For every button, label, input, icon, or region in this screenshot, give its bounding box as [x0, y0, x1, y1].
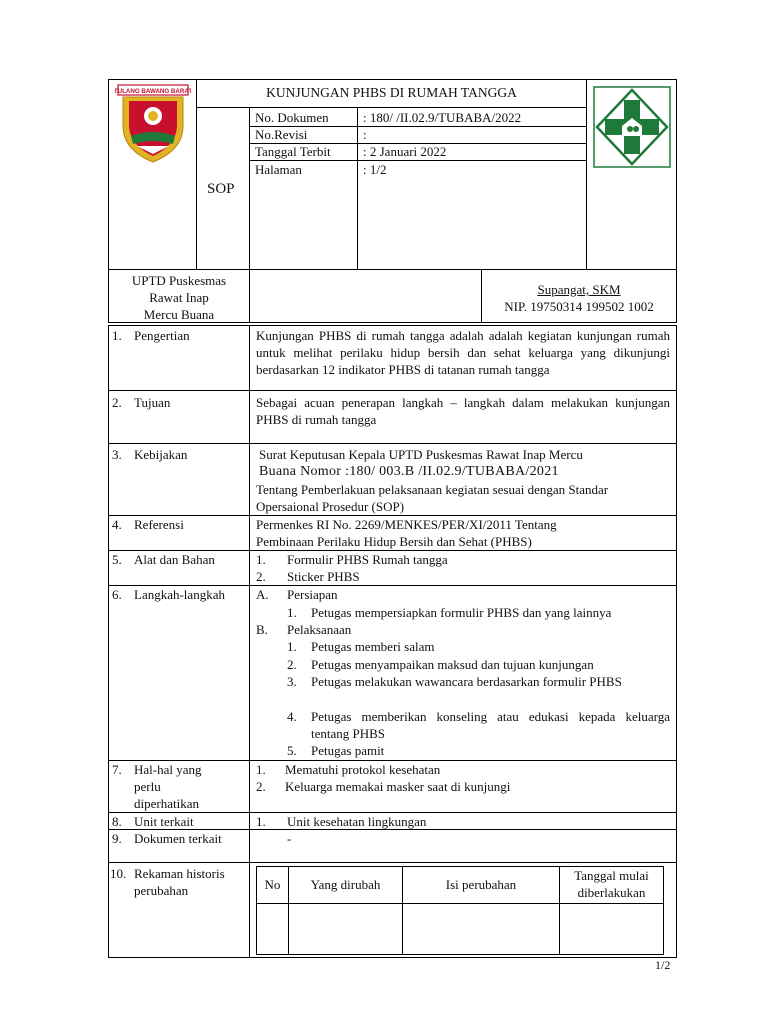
sop-label: SOP — [207, 181, 235, 197]
row-7-number: 7. — [112, 762, 122, 777]
field-label-no-revisi: No.Revisi — [255, 127, 308, 142]
regency-crest-logo — [115, 84, 191, 164]
field-label-halaman: Halaman — [255, 162, 302, 177]
field-value-no-revisi: : — [363, 127, 367, 142]
signer-nip: NIP. 19750314 199502 1002 — [504, 299, 654, 314]
section-a-letter: A. — [256, 587, 269, 602]
section-b-step-3-text: Petugas melakukan wawancara berdasarkan formulir PHBS — [311, 674, 622, 689]
field-value-no-dokumen: : 180/ /II.02.9/TUBABA/2022 — [363, 110, 522, 125]
org-line-2: Rawat Inap — [149, 290, 209, 305]
row-3-number: 3. — [112, 447, 122, 462]
signer-name: Supangat, SKM — [537, 282, 621, 297]
row-7-label-line-2: perlu — [134, 779, 161, 794]
row-4-label: Referensi — [134, 517, 184, 532]
row-5-number: 5. — [112, 552, 122, 567]
history-header-no: No — [264, 877, 281, 892]
history-header-yang-dirubah: Yang dirubah — [310, 877, 381, 892]
section-b-step-3-number: 3. — [287, 674, 297, 689]
row-7-item-2-number: 2. — [256, 779, 266, 794]
row-7-item-1-text: Mematuhi protokol kesehatan — [285, 762, 441, 777]
section-b-step-1-number: 1. — [287, 639, 297, 654]
row-3-line-4: Opersaional Prosedur (SOP) — [256, 499, 405, 514]
field-label-no-dokumen: No. Dokumen — [255, 110, 329, 125]
row-4-number: 4. — [112, 517, 122, 532]
row-3-label: Kebijakan — [134, 447, 188, 462]
section-b-step-4-text: Petugas memberikan konseling atau edukasi kepada keluarga tentang PHBS — [311, 709, 670, 741]
row-10-label-line-1: Rekaman historis — [134, 866, 225, 881]
row-3-line-1: Surat Keputusan Kepala UPTD Puskesmas Rawat Inap Mercu — [259, 447, 583, 462]
section-b-step-5-number: 5. — [287, 743, 297, 758]
row-8-number: 8. — [112, 814, 122, 829]
row-3-line-2: Buana Nomor :180/ 003.B /II.02.9/TUBABA/2021 — [259, 464, 559, 479]
crest-logo-text: TULANG BAWANG BARAT — [115, 88, 191, 95]
row-10-label-line-2: perubahan — [134, 883, 189, 898]
row-5-item-1-text: Formulir PHBS Rumah tangga — [287, 552, 448, 567]
section-b-letter: B. — [256, 622, 268, 637]
field-value-halaman: : 1/2 — [363, 162, 387, 177]
field-value-tanggal-terbit: : 2 Januari 2022 — [363, 144, 447, 159]
row-7-item-1-number: 1. — [256, 762, 266, 777]
history-header-isi-perubahan: Isi perubahan — [445, 877, 517, 892]
row-4-line-2: Pembinaan Perilaku Hidup Bersih dan Sehat (PHBS) — [256, 534, 532, 549]
row-2-label: Tujuan — [134, 395, 171, 410]
row-1-number: 1. — [112, 328, 122, 343]
row-7-label-line-1: Hal-hal yang — [134, 762, 202, 777]
row-9-label: Dokumen terkait — [134, 831, 222, 846]
field-label-tanggal-terbit: Tanggal Terbit — [255, 144, 331, 159]
puskesmas-logo — [593, 86, 671, 168]
row-2-number: 2. — [112, 395, 122, 410]
row-6-number: 6. — [112, 587, 122, 602]
document-title: KUNJUNGAN PHBS DI RUMAH TANGGA — [266, 85, 517, 100]
row-9-number: 9. — [112, 831, 122, 846]
org-line-1: UPTD Puskesmas — [131, 273, 227, 288]
row-5-item-2-text: Sticker PHBS — [287, 569, 360, 584]
row-7-item-2-text: Keluarga memakai masker saat di kunjungi — [285, 779, 511, 794]
section-b-step-4-number: 4. — [287, 709, 297, 724]
section-b-step-5-text: Petugas pamit — [311, 743, 385, 758]
row-2-text: Sebagai acuan penerapan langkah – langkah dalam melakukan kunjungan PHBS di rumah tangga — [256, 395, 670, 427]
row-5-item-1-number: 1. — [256, 552, 266, 567]
row-10-number: 10. — [110, 866, 127, 881]
section-a-step-1-number: 1. — [287, 605, 297, 620]
section-b-title: Pelaksanaan — [287, 622, 352, 637]
history-header-tanggal: Tanggal mulai diberlakukan — [574, 868, 649, 900]
row-8-label: Unit terkait — [134, 814, 194, 829]
row-6-label: Langkah-langkah — [134, 587, 225, 602]
row-9-text: - — [287, 831, 292, 846]
row-5-item-2-number: 2. — [256, 569, 266, 584]
row-3-line-3: Tentang Pemberlakuan pelaksanaan kegiatan sesuai dengan Standar — [256, 482, 609, 497]
row-8-item-1-number: 1. — [256, 814, 266, 829]
section-b-step-2-text: Petugas menyampaikan maksud dan tujuan kunjungan — [311, 657, 594, 672]
section-b-step-1-text: Petugas memberi salam — [311, 639, 435, 654]
row-1-label: Pengertian — [134, 328, 190, 343]
row-5-label: Alat dan Bahan — [134, 552, 215, 567]
section-a-step-1-text: Petugas mempersiapkan formulir PHBS dan yang lainnya — [311, 605, 612, 620]
section-b-step-2-number: 2. — [287, 657, 297, 672]
org-line-3: Mercu Buana — [143, 307, 215, 322]
row-7-label-line-3: diperhatikan — [134, 796, 199, 811]
row-4-line-1: Permenkes RI No. 2269/MENKES/PER/XI/2011 Tentang — [256, 517, 557, 532]
row-8-item-1-text: Unit kesehatan lingkungan — [287, 814, 427, 829]
section-a-title: Persiapan — [287, 587, 338, 602]
page-number: 1/2 — [655, 958, 671, 972]
row-1-text: Kunjungan PHBS di rumah tangga adalah adalah kegiatan kunjungan rumah untuk melihat perilaku hidup bersih dan sehat keluarga yang dikunjungi berdasarkan 12 indikator PHBS di tatanan rumah tangga — [256, 328, 670, 377]
